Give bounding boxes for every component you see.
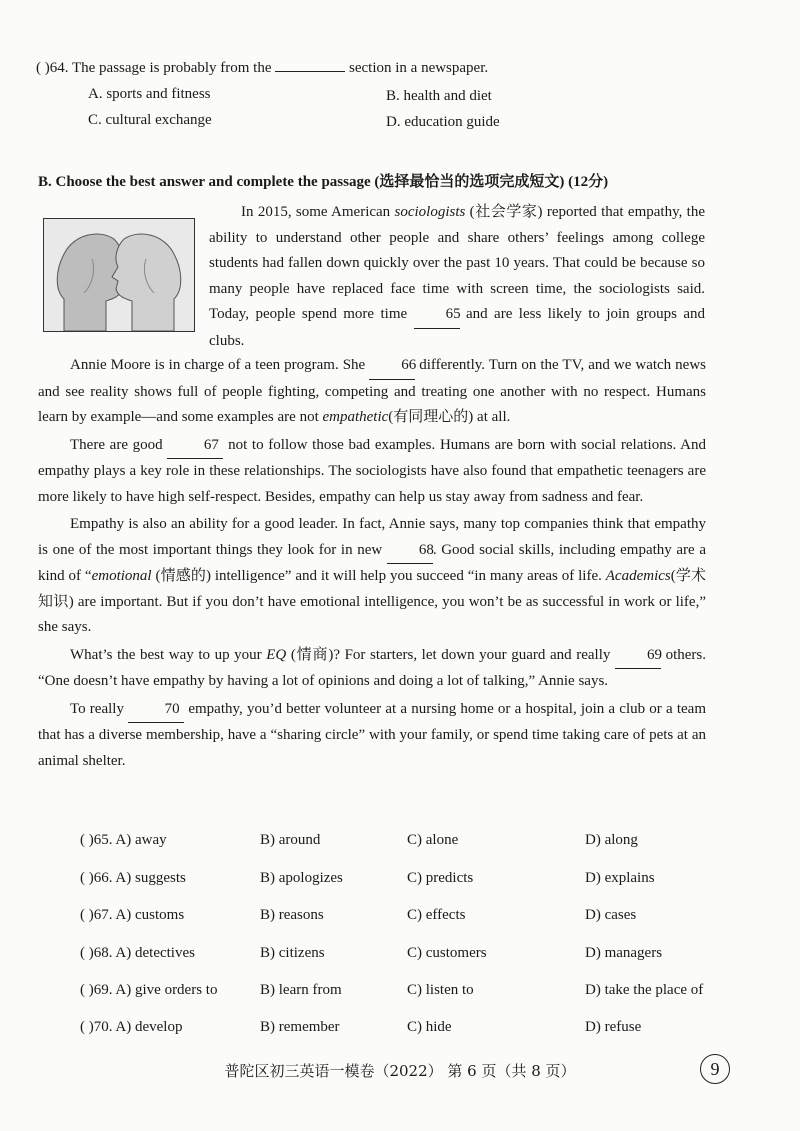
question-66-option-d: D) explains	[585, 870, 655, 886]
question-66-option-a: ( )66. A) suggests	[80, 870, 186, 886]
question-67-row	[80, 907, 720, 931]
passage-paragraph-1	[209, 200, 705, 354]
question-64-suffix: section in a newspaper.	[349, 60, 489, 76]
passage-paragraph-4	[38, 512, 706, 641]
p4-text-d: (学术知识) are important. But if you don’t have emotional intelligence, you won’t be as successful in work or life,” she says.	[38, 568, 706, 635]
question-65-row	[80, 832, 720, 856]
p3-text-b: not to follow those bad examples. Humans are born with social relations. And empathy plays a key role in these relationships. The sociologists have also found that empathetic teenagers are more likely to have high self-respect. Besides, empathy can help us stay away from sadness and fear.	[38, 436, 706, 505]
passage-paragraph-3	[38, 433, 706, 511]
question-64-prefix: ( )64. The passage is probably from the	[36, 60, 272, 76]
answer-blank	[275, 71, 345, 72]
q64-option-d: D. education guide	[386, 114, 500, 130]
question-65-option-c: C) alone	[407, 832, 459, 848]
question-66-row	[80, 870, 720, 894]
question-69-option-b: B) learn from	[260, 982, 342, 998]
question-65-option-a: ( )65. A) away	[80, 832, 167, 848]
question-67-option-d: D) cases	[585, 907, 637, 923]
p2-italic-term: empathetic	[322, 409, 389, 425]
question-67-option-b: B) reasons	[260, 907, 324, 923]
question-65-option-b: B) around	[260, 832, 321, 848]
q64-option-a: A. sports and fitness	[88, 86, 211, 102]
passage-paragraph-2	[38, 353, 706, 431]
q64-option-c: C. cultural exchange	[88, 112, 212, 128]
question-70-option-c: C) hide	[407, 1019, 452, 1035]
p1-text-a: In 2015, some American	[241, 204, 395, 220]
p6-text-b: empathy, you’d better volunteer at a nursing home or a hospital, join a club or a team that has a diverse membership, have a “sharing circle” with your family, or spend time taking care of pets at an animal shelter.	[38, 700, 706, 769]
question-68-option-a: ( )68. A) detectives	[80, 945, 195, 961]
passage-paragraph-5	[38, 643, 706, 695]
question-65-option-d: D) along	[585, 832, 638, 848]
blank-65: 65	[414, 302, 460, 329]
blank-70: 70	[128, 697, 184, 724]
question-68-option-c: C) customers	[407, 945, 487, 961]
section-b-heading: B. Choose the best answer and complete the passage (选择最恰当的选项完成短文) (12分)	[38, 174, 609, 190]
question-69-option-c: C) listen to	[407, 982, 474, 998]
page-footer: 普陀区初三英语一模卷（2022） 第 6 页（共 8 页）	[224, 1062, 576, 1080]
question-70-option-d: D) refuse	[585, 1019, 642, 1035]
question-70-option-a: ( )70. A) develop	[80, 1019, 183, 1035]
question-70-option-b: B) remember	[260, 1019, 340, 1035]
blank-68: 68	[387, 538, 433, 565]
blank-69: 69	[615, 643, 661, 670]
question-67-option-c: C) effects	[407, 907, 466, 923]
q64-option-b: B. health and diet	[386, 88, 492, 104]
p1-text-c: and are less likely to join groups and clubs.	[209, 306, 705, 349]
p5-text-c: others. “One doesn’t have empathy by having a lot of opinions and doing a lot of talking,” Annie says.	[38, 646, 706, 689]
p4-text-c: (情感的) intelligence” and it will help you succeed “in many areas of life.	[151, 568, 606, 584]
passage-paragraph-6	[38, 697, 706, 775]
question-68-option-d: D) managers	[585, 945, 663, 961]
p1-italic-term: sociologists	[394, 204, 466, 220]
question-66-option-c: C) predicts	[407, 870, 474, 886]
blank-66: 66	[369, 353, 415, 380]
question-69-row	[80, 982, 720, 1006]
question-64	[36, 60, 488, 77]
p2-text-b: differently. Turn on the TV, and we watch news and see reality shows full of people fighting, competing and treating one another with no respect. Humans learn by example—and some examples are not	[38, 357, 707, 425]
p1-text-b: (社会学家) reported that empathy, the ability to understand other people and share others’ feelings among college students had fallen down quickly over the past 10 years. That could be because so many people have replaced face time with screen time, the sociologists said. Today, people spend more time	[209, 204, 705, 322]
p5-italic-term: EQ	[266, 646, 287, 663]
p5-text-b: (情商)? For starters, let down your guard and really	[286, 646, 615, 663]
p4-text-b: . Good social skills, including empathy are a kind of “	[38, 541, 706, 584]
p4-italic-term: emotional	[91, 568, 152, 584]
passage-body	[38, 353, 706, 774]
p3-text-a: There are good	[70, 436, 168, 453]
p5-text-a: What’s the best way to up your	[70, 646, 267, 663]
two-faces-illustration	[43, 218, 195, 332]
question-67-option-a: ( )67. A) customs	[80, 907, 185, 923]
p4-text-a: Empathy is also an ability for a good leader. In fact, Annie says, many top companies think that empathy is one of the most important things they look for in new	[38, 516, 706, 558]
p2-text-c: (有同理心的) at all.	[388, 409, 511, 425]
question-70-row	[80, 1019, 720, 1043]
p2-text-a: Annie Moore is in charge of a teen program. She	[70, 357, 370, 373]
question-69-option-a: ( )69. A) give orders to	[80, 982, 218, 998]
p6-text-a: To really	[70, 700, 129, 717]
p4-italic-term-2: Academics	[605, 568, 671, 584]
circled-page-number: 9	[700, 1054, 730, 1084]
question-68-row	[80, 945, 720, 969]
question-69-option-d: D) take the place of	[585, 982, 704, 998]
blank-67: 67	[167, 433, 223, 460]
question-66-option-b: B) apologizes	[260, 870, 343, 886]
question-68-option-b: B) citizens	[260, 945, 325, 961]
